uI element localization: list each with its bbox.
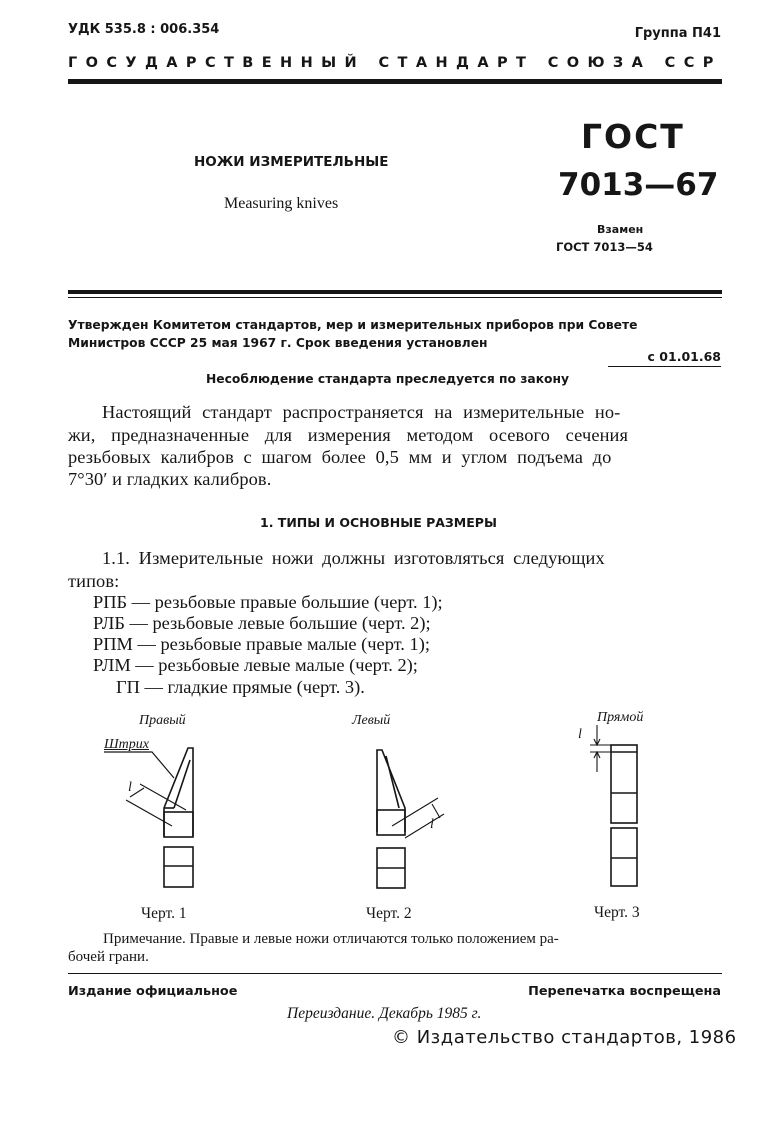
type-item-rlb: РЛБ — резьбовые левые большие (черт. 2); bbox=[93, 613, 431, 633]
clause-line-1: 1.1. Измерительные ножи должны изготовляться следующих bbox=[102, 548, 605, 568]
approval-line-2: Министров СССР 25 мая 1967 г. Срок введения установлен bbox=[68, 336, 488, 350]
intro-line-3: резьбовых калибров с шагом более 0,5 мм и углом подъема до bbox=[68, 447, 612, 467]
reprint-prohibited: Перепечатка воспрещена bbox=[528, 984, 721, 999]
figure-1-drawing bbox=[104, 748, 193, 887]
intro-line-2: жи, предназначенные для измерения методом осевого сечения bbox=[68, 425, 629, 445]
type-item-gp: ГП — гладкие прямые (черт. 3). bbox=[116, 677, 365, 697]
gost-number: 7013—67 bbox=[558, 167, 719, 203]
figure-3-caption: Черт. 3 bbox=[594, 904, 640, 921]
figure-2-caption: Черт. 2 bbox=[366, 905, 412, 922]
title-english: Measuring knives bbox=[224, 195, 339, 212]
official-edition: Издание официальное bbox=[68, 984, 238, 999]
replaces-value: ГОСТ 7013—54 bbox=[556, 240, 653, 254]
figure-1-caption: Черт. 1 bbox=[141, 905, 187, 922]
section-heading: 1. ТИПЫ И ОСНОВНЫЕ РАЗМЕРЫ bbox=[260, 515, 497, 530]
clause-line-2: типов: bbox=[68, 571, 120, 591]
intro-line-4: 7°30′ и гладких калибров. bbox=[68, 469, 272, 489]
group-code: Группа П41 bbox=[634, 26, 721, 41]
effective-date: с 01.01.68 bbox=[608, 349, 721, 367]
note-line-2: бочей грани. bbox=[68, 949, 149, 965]
figure-1-dim-label: l bbox=[128, 780, 132, 795]
note-line-1: Примечание. Правые и левые ножи отличаются только положением ра- bbox=[103, 931, 559, 947]
figure-3-drawing bbox=[590, 725, 637, 886]
type-item-rpm: РПМ — резьбовые правые малые (черт. 1); bbox=[93, 634, 430, 654]
title-russian: НОЖИ ИЗМЕРИТЕЛЬНЫЕ bbox=[194, 154, 389, 170]
replaces-label: Взамен bbox=[597, 223, 644, 236]
intro-line-1: Настоящий стандарт распространяется на измерительные но- bbox=[102, 402, 621, 422]
type-item-rlm: РЛМ — резьбовые левые малые (черт. 2); bbox=[93, 655, 418, 675]
udc-code: УДК 535.8 : 006.354 bbox=[68, 22, 220, 37]
figure-3-label: Прямой bbox=[597, 710, 644, 725]
law-notice: Несоблюдение стандарта преследуется по закону bbox=[206, 372, 569, 386]
figure-3-dim-label: l bbox=[578, 727, 582, 742]
gost-label: ГОСТ bbox=[581, 117, 685, 156]
copyright: © Издательство стандартов, 1986 bbox=[392, 1027, 737, 1048]
state-standard-banner: ГОСУДАРСТВЕННЫЙ СТАНДАРТ СОЮЗА ССР bbox=[68, 55, 722, 71]
figure-2-label: Левый bbox=[352, 713, 391, 728]
type-item-rpb: РПБ — резьбовые правые большие (черт. 1); bbox=[93, 592, 443, 612]
figure-1-hatch-label: Штрих bbox=[104, 737, 149, 752]
reissue-date: Переиздание. Декабрь 1985 г. bbox=[287, 1005, 482, 1022]
footer-rule bbox=[68, 973, 722, 974]
approval-line-1: Утвержден Комитетом стандартов, мер и измерительных приборов при Совете bbox=[68, 318, 638, 332]
figure-2-dim-label: l bbox=[430, 817, 434, 832]
figure-1-label: Правый bbox=[139, 713, 186, 728]
